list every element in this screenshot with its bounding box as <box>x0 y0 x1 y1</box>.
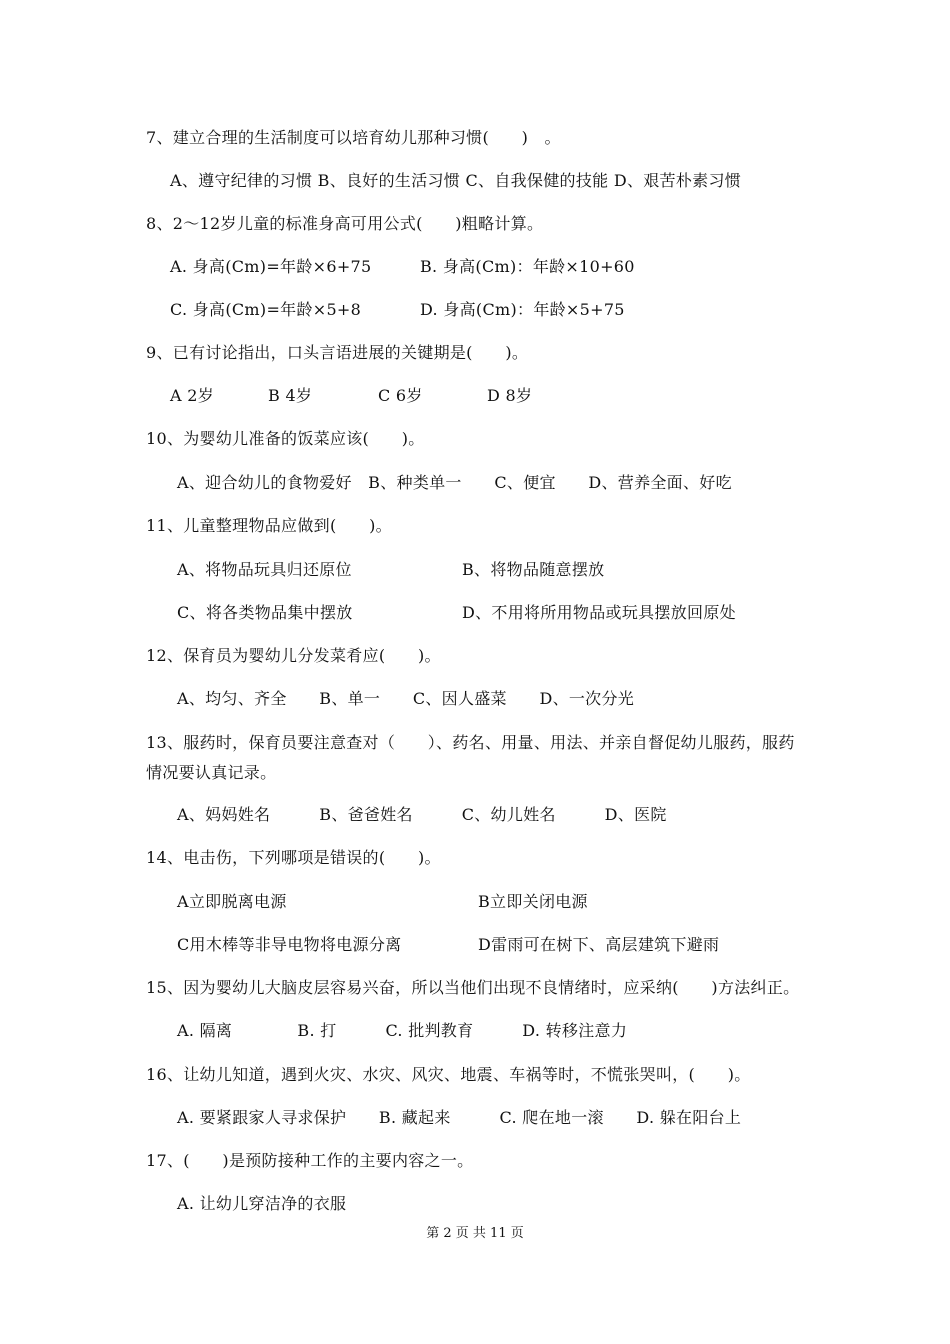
question-9-option-a: A 2岁 <box>170 386 215 405</box>
question-15: 15、因为婴幼儿大脑皮层容易兴奋，所以当他们出现不良情绪时，应采纳( )方法纠正。 <box>146 978 800 997</box>
question-14-option-d: D雷雨可在树下、高层建筑下避雨 <box>478 935 720 954</box>
question-17: 17、( )是预防接种工作的主要内容之一。 <box>146 1151 474 1170</box>
question-10-options: A、迎合幼儿的食物爱好 B、种类单一 C、便宜 D、营养全面、好吃 <box>177 473 732 492</box>
question-13-options: A、妈妈姓名 B、爸爸姓名 C、幼儿姓名 D、医院 <box>177 805 667 824</box>
question-8-option-b: B. 身高(Cm)：年龄×10+60 <box>420 257 635 276</box>
question-10: 10、为婴幼儿准备的饭菜应该( )。 <box>146 429 425 448</box>
question-13: 13、服药时，保育员要注意查对（ ）、药名、用量、用法、并亲自督促幼儿服药，服药 <box>146 733 795 752</box>
question-9-option-d: D 8岁 <box>487 386 533 405</box>
question-11-option-c: C、将各类物品集中摆放 <box>177 603 353 622</box>
question-8-option-a: A. 身高(Cm)=年龄×6+75 <box>170 257 372 276</box>
question-8-option-d: D. 身高(Cm)：年龄×5+75 <box>420 300 625 319</box>
question-13-continued: 情况要认真记录。 <box>146 763 277 782</box>
question-14-option-a: A立即脱离电源 <box>177 892 287 911</box>
question-11-option-b: B、将物品随意摆放 <box>462 560 605 579</box>
question-9-option-c: C 6岁 <box>378 386 423 405</box>
question-11-option-d: D、不用将所用物品或玩具摆放回原处 <box>462 603 736 622</box>
question-14-option-c: C用木棒等非导电物将电源分离 <box>177 935 402 954</box>
question-12: 12、保育员为婴幼儿分发菜肴应( )。 <box>146 646 441 665</box>
question-12-options: A、均匀、齐全 B、单一 C、因人盛菜 D、一次分光 <box>177 689 635 708</box>
page-footer: 第 2 页 共 11 页 <box>426 1226 524 1241</box>
question-7-options: A、遵守纪律的习惯 B、良好的生活习惯 C、自我保健的技能 D、艰苦朴素习惯 <box>170 171 742 190</box>
question-7: 7、建立合理的生活制度可以培育幼儿那种习惯( ) 。 <box>146 128 561 147</box>
question-9: 9、已有讨论指出，口头言语进展的关键期是( )。 <box>146 343 529 362</box>
question-15-options: A. 隔离 B. 打 C. 批判教育 D. 转移注意力 <box>177 1021 628 1040</box>
question-16-options: A. 要紧跟家人寻求保护 B. 藏起来 C. 爬在地一滚 D. 躲在阳台上 <box>177 1108 742 1127</box>
question-8: 8、2～12岁儿童的标准身高可用公式( )粗略计算。 <box>146 214 544 233</box>
question-17-option-a: A. 让幼儿穿洁净的衣服 <box>177 1194 347 1213</box>
question-9-option-b: B 4岁 <box>268 386 313 405</box>
question-16: 16、让幼儿知道，遇到火灾、水灾、风灾、地震、车祸等时，不慌张哭叫，( )。 <box>146 1065 751 1084</box>
question-8-option-c: C. 身高(Cm)=年龄×5+8 <box>170 300 362 319</box>
question-14-option-b: B立即关闭电源 <box>478 892 588 911</box>
question-11: 11、儿童整理物品应做到( )。 <box>146 516 392 535</box>
question-11-option-a: A、将物品玩具归还原位 <box>177 560 352 579</box>
question-14: 14、电击伤，下列哪项是错误的( )。 <box>146 848 441 867</box>
